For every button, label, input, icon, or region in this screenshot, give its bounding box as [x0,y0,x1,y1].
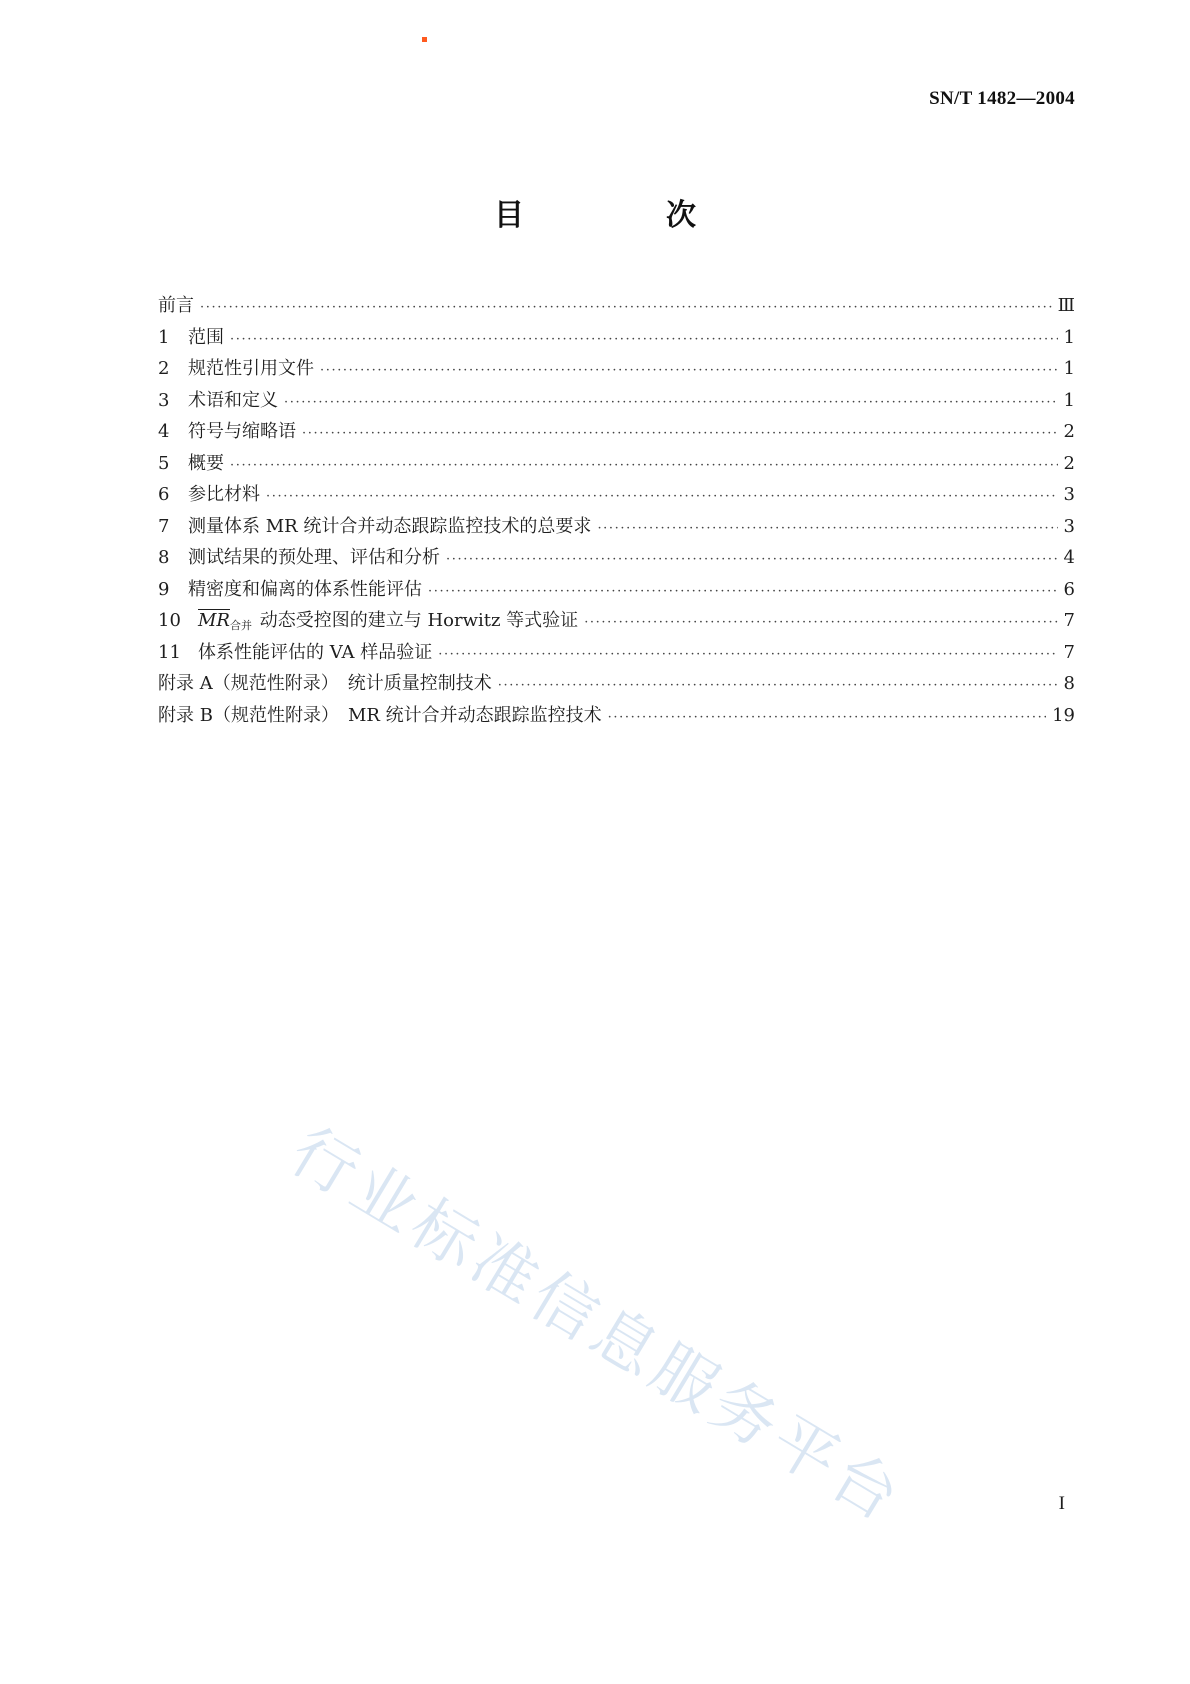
orange-mark [422,37,427,42]
toc-entry-annex-b[interactable] [158,700,1075,732]
toc-label: 测试结果的预处理、评估和分析 [188,547,440,568]
toc-page-number: 6 [1063,578,1075,600]
toc-entry-4[interactable] [158,416,1075,448]
dot-leader [320,355,1058,387]
toc-label: 体系性能评估的 VA 样品验证 [198,641,433,663]
toc-number: 4 [158,421,170,442]
toc-entry-6[interactable] [158,479,1075,511]
toc-entry-5[interactable] [158,448,1075,480]
toc-page-number: 2 [1063,452,1075,474]
page-number: I [1058,1493,1065,1514]
toc-number: 3 [158,389,170,411]
toc-page-number: 19 [1052,704,1075,726]
toc-page-number: 1 [1063,358,1075,379]
toc-entry-2[interactable] [158,353,1075,385]
toc-number: 11 [158,641,181,663]
toc-page-number: 7 [1063,610,1075,631]
toc-entry-8[interactable] [158,542,1075,574]
dot-leader [230,450,1058,482]
toc-number: 9 [158,578,170,600]
toc-page-number: 4 [1063,547,1075,568]
toc-entry-7[interactable] [158,511,1075,543]
toc-label-text: 动态受控图的建立与 Horwitz 等式验证 [259,610,579,631]
toc-entry-9[interactable] [158,574,1075,606]
toc-label: 精密度和偏离的体系性能评估 [188,578,422,600]
toc-page-number: 3 [1063,484,1075,505]
toc-entry-11[interactable] [158,637,1075,669]
dot-leader [597,513,1057,545]
toc-entry-preface[interactable] [158,290,1075,322]
toc-label: 前言 [158,295,194,316]
toc-number: 10 [158,610,181,631]
toc-number: 5 [158,452,170,474]
toc-label: 测量体系 MR 统计合并动态跟踪监控技术的总要求 [188,515,592,537]
dot-leader [266,481,1058,513]
dot-leader [428,576,1058,608]
toc-entry-10[interactable] [158,605,1075,637]
toc-page-number: 8 [1063,673,1075,694]
toc-label: 参比材料 [188,484,260,505]
toc-number: 6 [158,484,170,505]
toc-number: 8 [158,547,170,568]
toc-number: 2 [158,358,170,379]
toc-label: 规范性引用文件 [188,358,314,379]
page-title: 目 次 [494,198,752,233]
dot-leader [584,607,1057,639]
dot-leader [438,639,1057,671]
table-of-contents [158,290,1075,731]
dot-leader [200,292,1052,324]
dot-leader [284,387,1058,419]
dot-leader [302,418,1058,450]
toc-number: 1 [158,326,170,348]
mr-subscript: 合并 [229,619,252,632]
dot-leader [446,544,1058,576]
dot-leader [608,702,1046,734]
watermark: 行业标准信息服务平台 [277,1114,916,1539]
toc-label: 附录 A（规范性附录） 统计质量控制技术 [158,673,492,694]
toc-entry-1[interactable] [158,322,1075,354]
toc-label: 附录 B（规范性附录） MR 统计合并动态跟踪监控技术 [158,704,602,726]
toc-label: 范围 [188,326,224,348]
dot-leader [230,324,1058,356]
toc-label: 符号与缩略语 [188,421,296,442]
standard-number: SN/T 1482—2004 [929,88,1075,109]
mr-symbol: $\overline{MR}$ [198,610,230,631]
toc-page-number: 2 [1063,421,1075,442]
toc-page-number: 3 [1063,515,1075,537]
toc-entry-annex-a[interactable] [158,668,1075,700]
toc-page-number: Ⅲ [1057,295,1075,316]
toc-page-number: 1 [1063,326,1075,348]
dot-leader [498,670,1058,702]
toc-label: 概要 [188,452,224,474]
toc-page-number: 1 [1063,389,1075,411]
toc-page-number: 7 [1063,641,1075,663]
toc-number: 7 [158,515,170,537]
toc-label: 术语和定义 [188,389,278,411]
toc-entry-3[interactable] [158,385,1075,417]
